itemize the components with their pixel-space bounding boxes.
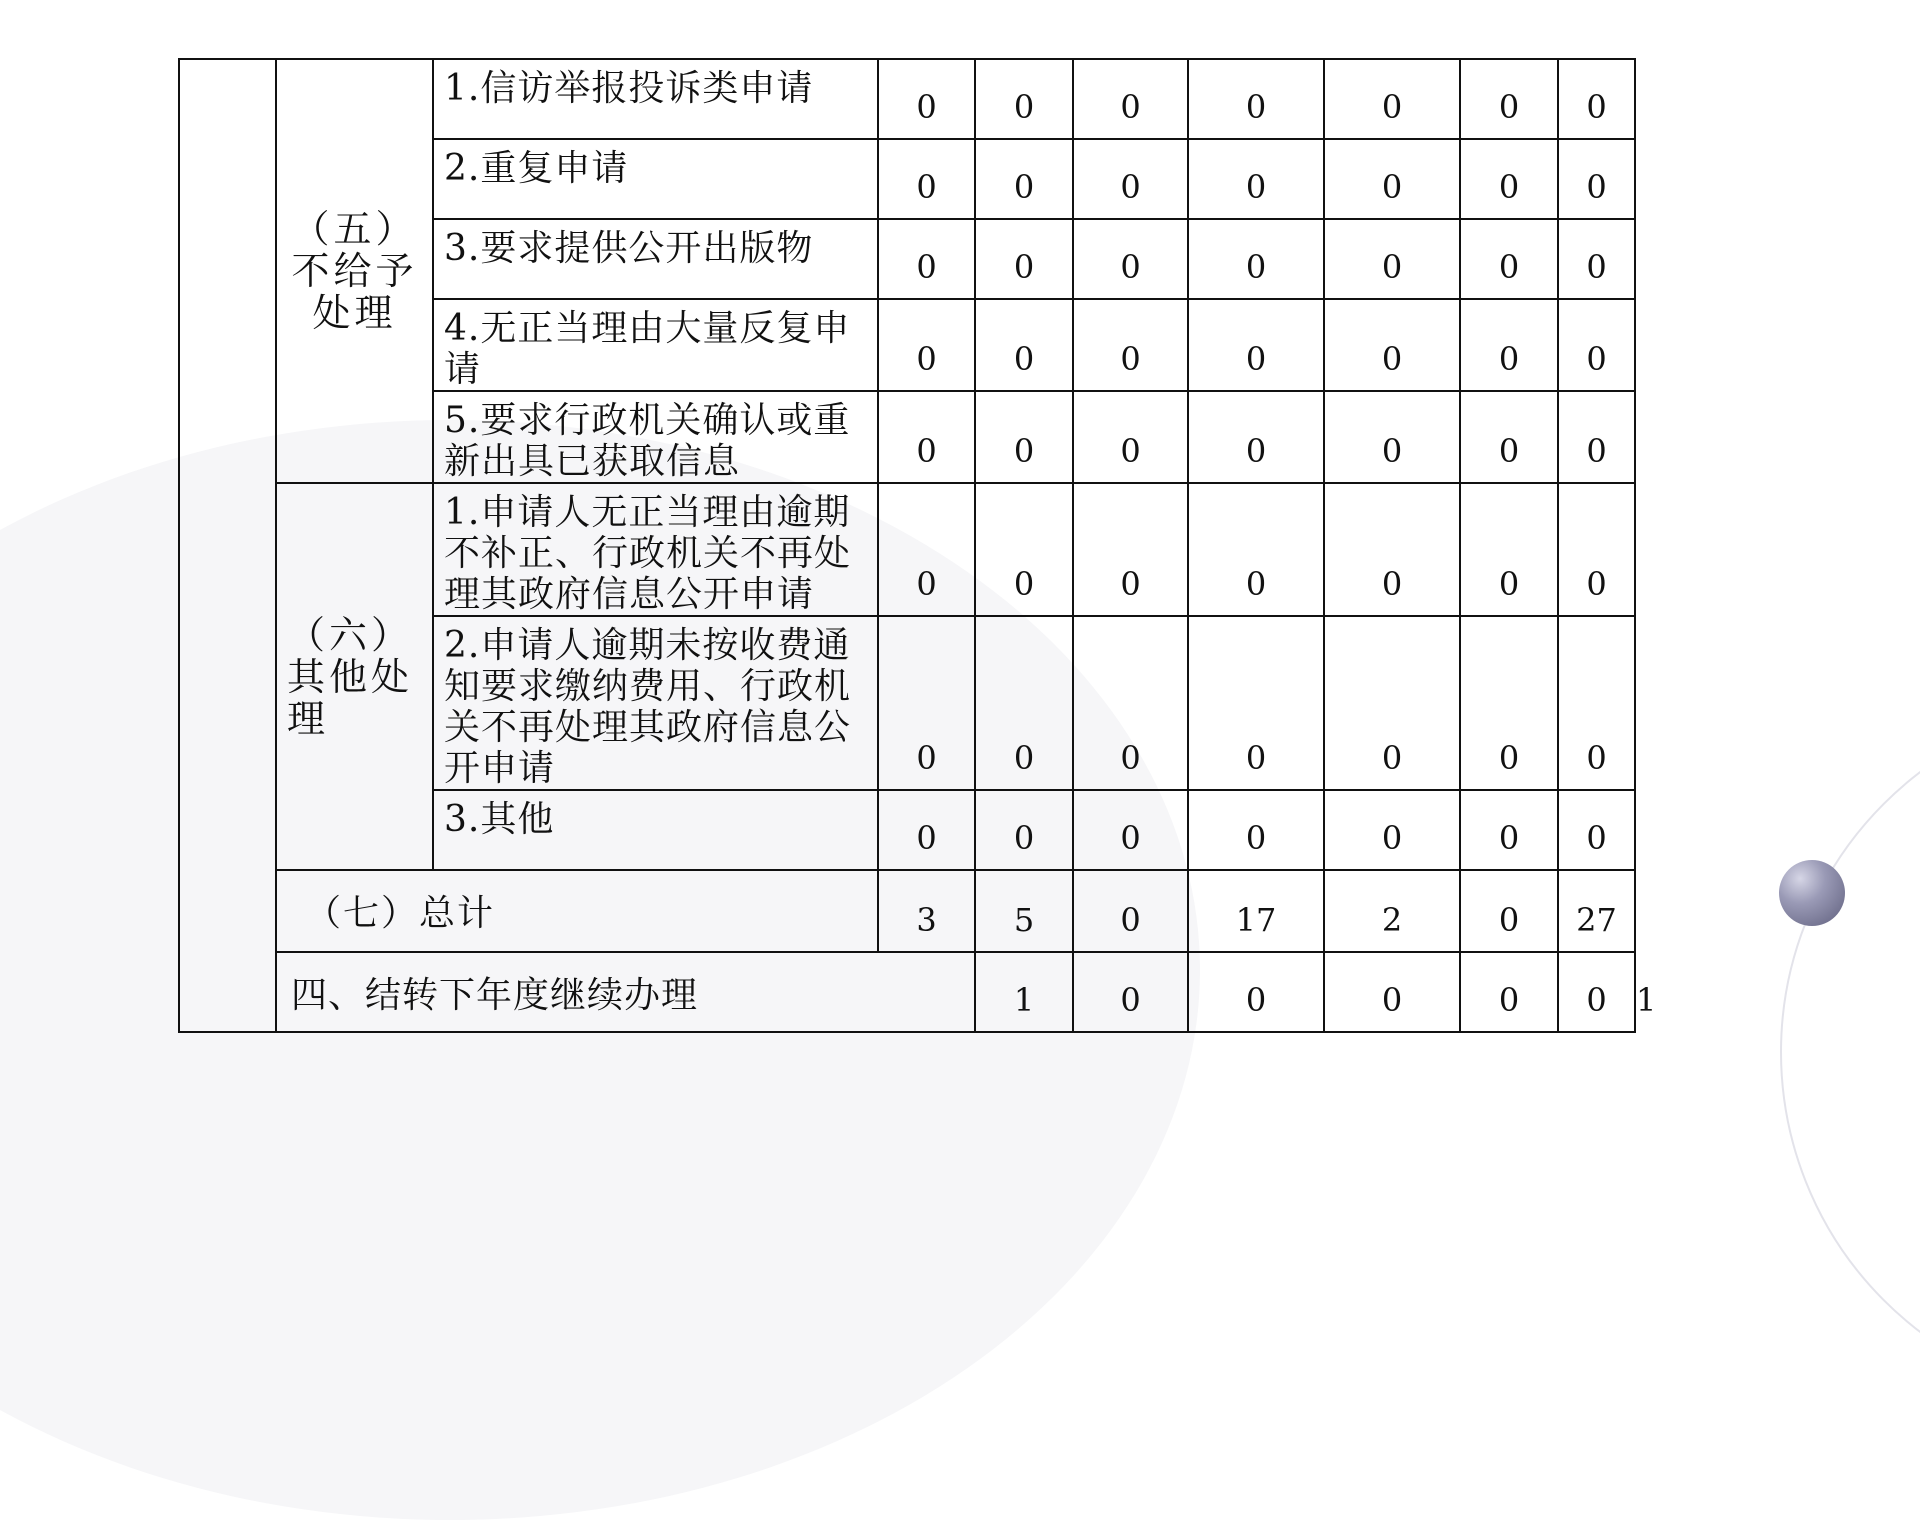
cell-value: 0 <box>975 59 1073 139</box>
table-row <box>179 483 1635 616</box>
cell-value: 0 <box>1324 483 1460 616</box>
cell-value: 0 <box>975 483 1073 616</box>
cell-value: 0 <box>1073 616 1188 790</box>
cell-value: 0 <box>878 790 975 870</box>
row-label: 4.无正当理由大量反复申请 <box>433 299 878 391</box>
cell-value: 0 <box>1558 59 1635 139</box>
row-label: 1.信访举报投诉类申请 <box>433 59 878 139</box>
cell-value: 0 <box>1073 790 1188 870</box>
left-spanning-cell <box>179 59 276 1032</box>
cell-value: 0 <box>1188 391 1324 483</box>
row-label: 1.申请人无正当理由逾期不补正、行政机关不再处理其政府信息公开申请 <box>433 483 878 616</box>
cell-value: 1 <box>975 952 1073 1032</box>
cell-value: 0 <box>1558 299 1635 391</box>
decorative-arc <box>1780 700 1920 1404</box>
cell-value: 0 <box>878 299 975 391</box>
cell-value: 0 <box>878 219 975 299</box>
cell-value: 0 <box>1188 616 1324 790</box>
cell-value: 0 <box>1558 391 1635 483</box>
cell-value: 0 <box>1460 952 1558 1032</box>
statistics-table <box>178 58 1657 1033</box>
table-row-total <box>179 870 1635 952</box>
cell-value: 0 <box>1558 616 1635 790</box>
cell-value: 0 <box>1188 483 1324 616</box>
cell-value: 0 <box>1460 391 1558 483</box>
cell-value: 0 <box>975 139 1073 219</box>
cell-value: 0 <box>1324 952 1460 1032</box>
cell-value: 0 <box>1073 299 1188 391</box>
cell-value: 0 <box>1460 790 1558 870</box>
cell-value: 0 <box>1460 139 1558 219</box>
cell-value: 0 <box>1324 299 1460 391</box>
cell-value: 0 <box>1558 790 1635 870</box>
cell-value: 0 <box>1188 790 1324 870</box>
cell-value: 0 <box>1073 391 1188 483</box>
cell-value: 0 <box>1460 870 1558 952</box>
cell-value: 0 <box>1460 483 1558 616</box>
cell-value: 0 <box>1324 616 1460 790</box>
cell-value: 0 <box>975 219 1073 299</box>
cell-value: 0 <box>1073 870 1188 952</box>
cell-value: 0 <box>1188 59 1324 139</box>
cell-value: 0 <box>1558 952 1635 1032</box>
cell-value: 0 <box>1558 219 1635 299</box>
cell-value: 0 <box>1324 219 1460 299</box>
total-label: （七）总计 <box>276 870 878 952</box>
cell-value: 0 <box>1460 616 1558 790</box>
cell-value: 0 <box>878 139 975 219</box>
cell-value: 0 <box>975 616 1073 790</box>
cell-value: 0 <box>878 391 975 483</box>
cell-value: 0 <box>1324 391 1460 483</box>
cell-value: 0 <box>975 790 1073 870</box>
cell-value: 0 <box>1558 483 1635 616</box>
cell-value: 0 <box>975 391 1073 483</box>
row-label: 2.重复申请 <box>433 139 878 219</box>
cell-value: 0 <box>1073 59 1188 139</box>
row-label: 5.要求行政机关确认或重新出具已获取信息 <box>433 391 878 483</box>
cell-value: 0 <box>1188 139 1324 219</box>
table-row <box>179 59 1635 139</box>
cell-value: 0 <box>975 299 1073 391</box>
cell-value: 27 <box>1558 870 1635 952</box>
cell-value: 5 <box>975 870 1073 952</box>
cell-value: 0 <box>878 616 975 790</box>
row-label: 3.要求提供公开出版物 <box>433 219 878 299</box>
cell-value: 0 <box>1073 219 1188 299</box>
cell-value: 0 <box>878 483 975 616</box>
carryover-label: 四、结转下年度继续办理 <box>276 952 975 1032</box>
cell-value: 0 <box>1073 952 1188 1032</box>
row-label: 2.申请人逾期未按收费通知要求缴纳费用、行政机关不再处理其政府信息公开申请 <box>433 616 878 790</box>
cell-value: 17 <box>1188 870 1324 952</box>
cell-value: 0 <box>878 59 975 139</box>
cell-value: 0 <box>1188 219 1324 299</box>
cell-value: 0 <box>1558 139 1635 219</box>
cell-value: 0 <box>1324 59 1460 139</box>
cell-value: 0 <box>1188 952 1324 1032</box>
cell-value: 2 <box>1324 870 1460 952</box>
row-label: 3.其他 <box>433 790 878 870</box>
cell-value: 0 <box>1324 790 1460 870</box>
decorative-sphere <box>1779 860 1845 926</box>
cell-value: 3 <box>878 870 975 952</box>
cell-value: 0 <box>1324 139 1460 219</box>
group-label-other-processing: （六）其他处理 <box>276 483 433 870</box>
table-row-carryover: 四、结转下年度继续办理 1 0 0 0 0 0 1 <box>179 952 1635 1032</box>
cell-value: 0 <box>1073 139 1188 219</box>
group-label-no-processing: （五）不给予处理 <box>276 59 433 483</box>
cell-value: 0 <box>1073 483 1188 616</box>
cell-value: 0 <box>1460 59 1558 139</box>
cell-value: 0 <box>1188 299 1324 391</box>
cell-value: 0 <box>1460 299 1558 391</box>
cell-value: 0 <box>1460 219 1558 299</box>
